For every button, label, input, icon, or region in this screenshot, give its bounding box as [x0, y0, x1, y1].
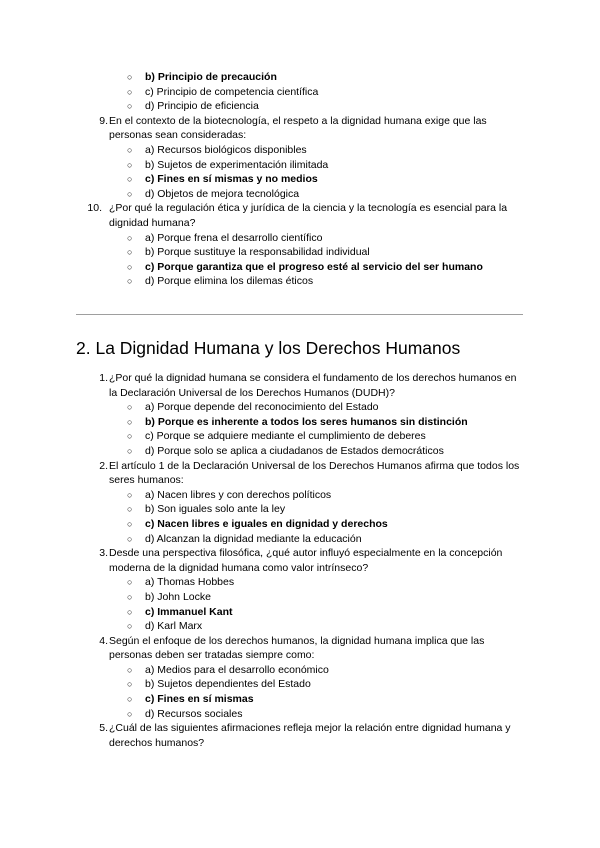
option-item: [109, 692, 522, 707]
question-text: Desde una perspectiva filosófica, ¿qué autor influyó especialmente en la concepción moderna de la dignidad humana como valor intrínseco?: [109, 547, 503, 574]
section-heading: 2. La Dignidad Humana y los Derechos Humanos: [76, 338, 461, 358]
option-text: c) Fines en sí mismas y no medios: [145, 173, 318, 186]
question-text: ¿Por qué la regulación ética y jurídica de la ciencia y la tecnología es esencial para la dignidad humana?: [109, 202, 508, 229]
section-divider: [76, 314, 523, 315]
bullet-icon: ○: [127, 489, 133, 500]
option-text: d) Porque elimina los dilemas éticos: [145, 275, 314, 288]
option-text: a) Porque depende del reconocimiento del Estado: [145, 401, 379, 414]
bullet-icon: ○: [127, 101, 133, 112]
question-options: [109, 400, 522, 458]
question-number: 10.: [87, 202, 102, 215]
question-options: [109, 143, 522, 201]
bullet-icon: ○: [127, 261, 133, 272]
option-item: [109, 429, 522, 444]
option-item: [109, 70, 600, 85]
option-text: c) Immanuel Kant: [145, 605, 233, 618]
question-number: 2.: [99, 459, 108, 472]
option-text: b) Porque sustituye la responsabilidad individual: [145, 246, 370, 259]
option-text: a) Medios para el desarrollo económico: [145, 663, 329, 676]
option-text: d) Objetos de mejora tecnológica: [145, 187, 300, 200]
option-item: [109, 99, 600, 114]
option-text: c) Nacen libres e iguales en dignidad y derechos: [145, 517, 388, 530]
option-text: b) Sujetos dependientes del Estado: [145, 678, 311, 691]
option-text: d) Karl Marx: [145, 620, 203, 633]
option-text: c) Porque se adquiere mediante el cumplimiento de deberes: [145, 430, 426, 443]
bullet-icon: ○: [127, 276, 133, 287]
bullet-icon: ○: [127, 431, 133, 442]
question-number: 4.: [99, 634, 108, 647]
option-item: [109, 143, 522, 158]
option-item: [109, 415, 522, 430]
question-text: ¿Por qué la dignidad humana se considera el fundamento de los derechos humanos en la Declaración Universal de los Derechos Humanos (DUDH)?: [109, 372, 517, 399]
option-text: a) Recursos biológicos disponibles: [145, 143, 307, 156]
question-options: [109, 575, 522, 633]
bullet-icon: ○: [127, 518, 133, 529]
option-text: c) Principio de competencia científica: [145, 85, 319, 98]
option-text: b) Principio de precaución: [145, 71, 277, 83]
section1-continued: [0, 70, 600, 289]
option-text: a) Nacen libres y con derechos políticos: [145, 488, 332, 501]
question-number: 3.: [99, 547, 108, 560]
question-text: Según el enfoque de los derechos humanos, la dignidad humana implica que las personas deben ser tratadas siempre como:: [109, 634, 485, 662]
bullet-icon: ○: [127, 188, 133, 199]
option-text: b) Porque es inherente a todos los seres humanos sin distinción: [145, 415, 468, 428]
question-item: [0, 459, 600, 547]
option-item: [109, 517, 522, 532]
question-number: 5.: [99, 722, 108, 735]
bullet-icon: ○: [127, 72, 133, 82]
option-item: [109, 231, 522, 246]
question-options: [109, 663, 522, 721]
bullet-icon: ○: [127, 174, 133, 185]
bullet-icon: ○: [127, 232, 133, 243]
option-text: b) Sujetos de experimentación ilimitada: [145, 158, 329, 171]
question-item: [0, 371, 600, 459]
option-text: b) John Locke: [145, 590, 211, 603]
bullet-icon: ○: [127, 445, 133, 456]
option-item: [109, 575, 522, 590]
bullet-icon: ○: [127, 402, 133, 413]
question-item: [0, 546, 600, 634]
option-text: a) Thomas Hobbes: [145, 576, 235, 589]
option-item: [109, 605, 522, 620]
option-item: [109, 663, 522, 678]
bullet-icon: ○: [127, 679, 133, 690]
option-item: [109, 502, 522, 517]
option-text: c) Fines en sí mismas: [145, 693, 254, 706]
option-item: [109, 187, 522, 202]
question-item: [0, 634, 600, 722]
option-item: [109, 590, 522, 605]
bullet-icon: ○: [127, 606, 133, 617]
bullet-icon: ○: [127, 144, 133, 155]
question-number: 9.: [99, 114, 108, 127]
bullet-icon: ○: [127, 416, 133, 427]
option-item: [109, 707, 522, 722]
option-item: [109, 532, 522, 547]
option-item: [109, 677, 522, 692]
option-item: [109, 245, 522, 260]
option-text: d) Recursos sociales: [145, 707, 243, 720]
bullet-icon: ○: [127, 247, 133, 258]
bullet-icon: ○: [127, 621, 133, 632]
bullet-icon: ○: [127, 708, 133, 719]
question-options: [109, 231, 522, 289]
option-text: b) Son iguales solo ante la ley: [145, 503, 286, 516]
option-item: [109, 260, 522, 275]
bullet-icon: ○: [127, 86, 133, 97]
option-item: [109, 444, 522, 459]
bullet-icon: ○: [127, 504, 133, 515]
question-text: El artículo 1 de la Declaración Universal de los Derechos Humanos afirma que todos los seres humanos:: [109, 459, 520, 487]
option-item: [109, 488, 522, 503]
bullet-icon: ○: [127, 591, 133, 602]
section2-questions: [0, 371, 600, 750]
option-item: [109, 400, 522, 415]
question-number: 1.: [99, 372, 108, 384]
option-text: c) Porque garantiza que el progreso esté al servicio del ser humano: [145, 260, 483, 273]
question-8-options: [0, 70, 600, 114]
question-item: [0, 114, 600, 202]
bullet-icon: ○: [127, 577, 133, 588]
bullet-icon: ○: [127, 159, 133, 170]
bullet-icon: ○: [127, 694, 133, 705]
bullet-icon: ○: [127, 664, 133, 675]
option-item: [109, 274, 522, 289]
question-options: [109, 488, 522, 546]
question-item: [0, 721, 600, 750]
question-list: [0, 114, 600, 289]
question-text: En el contexto de la biotecnología, el respeto a la dignidad humana exige que las personas sean consideradas:: [109, 114, 487, 142]
question-text: ¿Cuál de las siguientes afirmaciones refleja mejor la relación entre dignidad humana y derechos humanos?: [109, 722, 511, 749]
bullet-icon: ○: [127, 533, 133, 544]
option-item: [109, 85, 600, 100]
option-item: [109, 158, 522, 173]
question-list: [0, 371, 600, 750]
option-item: [109, 619, 522, 634]
option-text: a) Porque frena el desarrollo científico: [145, 231, 323, 244]
option-text: d) Alcanzan la dignidad mediante la educación: [145, 532, 362, 545]
option-text: d) Principio de eficiencia: [145, 100, 259, 113]
option-text: d) Porque solo se aplica a ciudadanos de Estados democráticos: [145, 444, 444, 457]
option-item: [109, 172, 522, 187]
question-item: [0, 201, 600, 289]
